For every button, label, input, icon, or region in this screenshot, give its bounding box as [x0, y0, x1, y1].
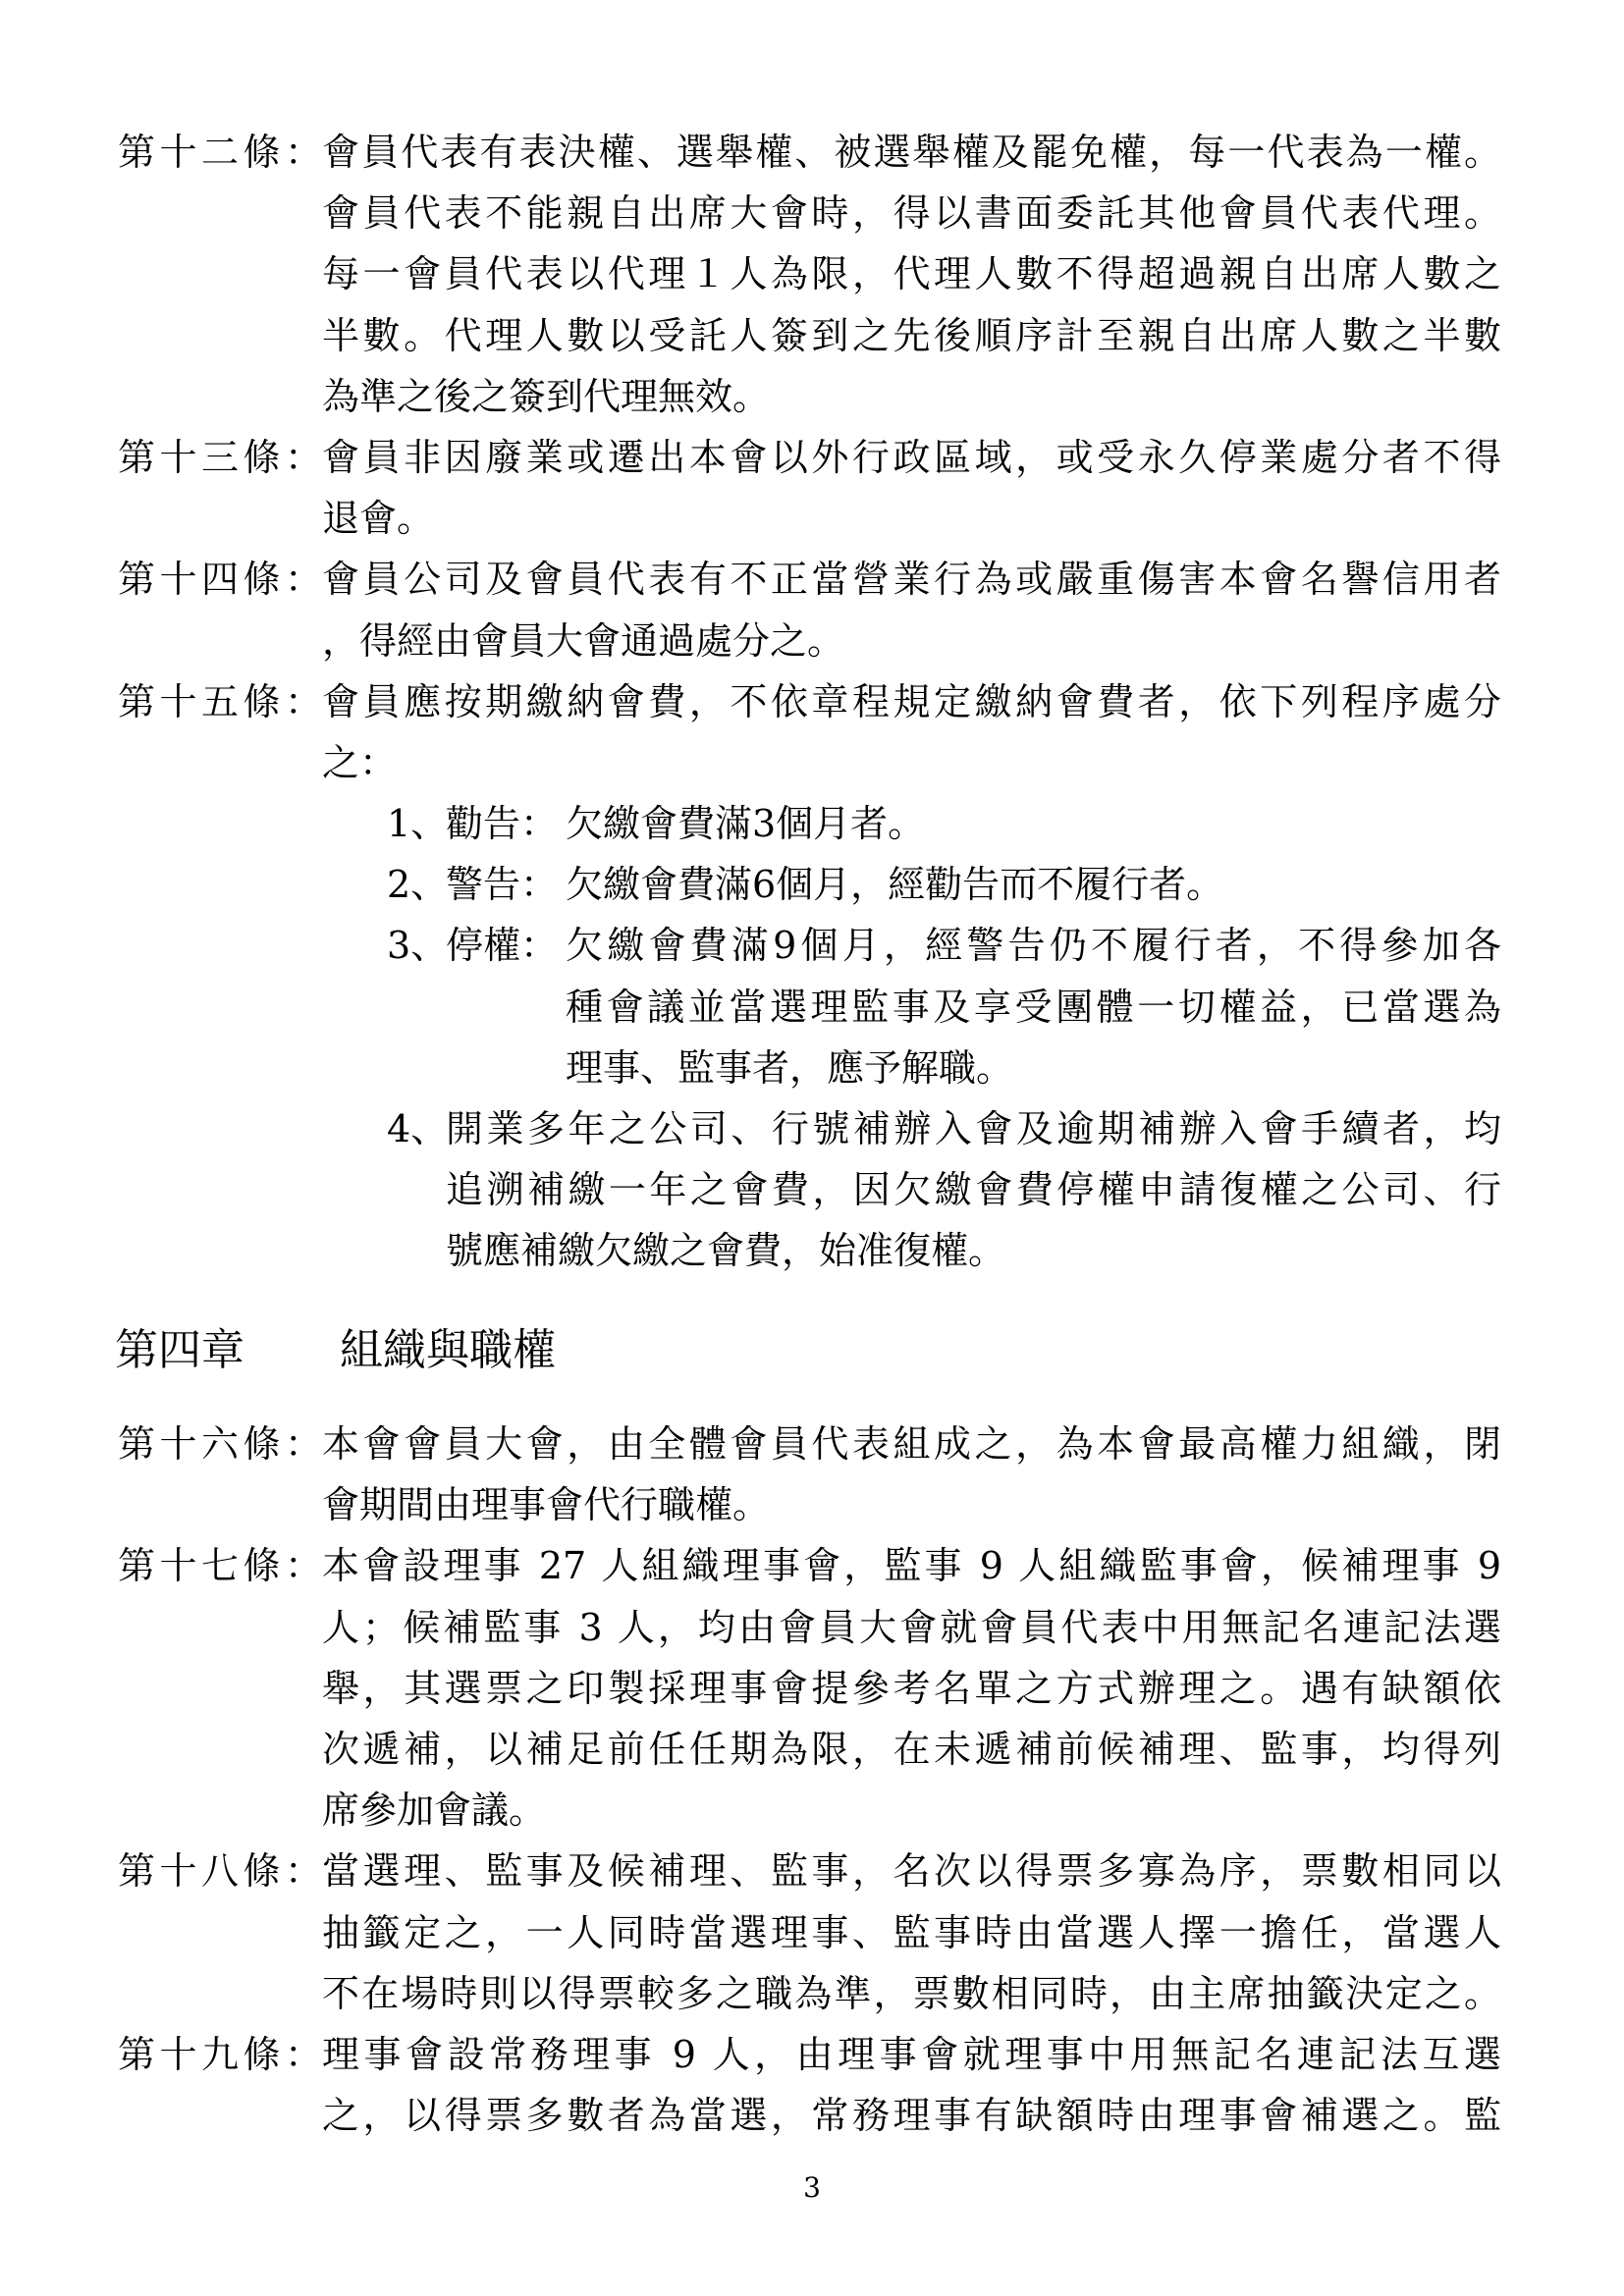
article-label: 第十八條：	[118, 1849, 322, 1894]
list-item-line: 欠繳會費滿9個月，經警告仍不履行者，不得參加各	[566, 924, 1501, 968]
article-line: 會員應按期繳納會費，不依章程規定繳納會費者，依下列程序處分	[322, 679, 1501, 723]
article-line: 會員代表有表決權、選舉權、被選舉權及罷免權，每一代表為一權。	[322, 131, 1501, 174]
article-16	[118, 1414, 1501, 1535]
article-line: 舉，其選票之印製採理事會提參考名單之方式辦理之。遇有缺額依	[322, 1666, 1501, 1710]
article-line: 會員代表不能親自出席大會時，得以書面委託其他會員代表代理。	[322, 191, 1501, 236]
chapter-title: 組織與職權	[340, 1325, 556, 1375]
article-line: 退會。	[322, 497, 435, 541]
article-line: 本會設理事 27 人組織理事會，監事 9 人組織監事會，候補理事 9	[322, 1544, 1501, 1588]
articles-section-lower	[118, 1414, 1501, 2146]
article-body	[322, 2024, 1501, 2146]
list-item	[387, 1098, 1501, 1282]
article-line: 本會會員大會，由全體會員代表組成之，為本會最高權力組織，閉	[322, 1422, 1501, 1466]
article-body	[322, 671, 1501, 1282]
articles-section-upper	[118, 122, 1501, 1282]
chapter-heading	[0, 1320, 1624, 1381]
article-label: 第十九條：	[118, 2032, 322, 2076]
penalty-list	[322, 793, 1501, 1282]
list-item	[387, 793, 1501, 854]
article-label: 第十五條：	[118, 679, 322, 723]
article-body	[322, 1535, 1501, 1841]
article-18	[118, 1841, 1501, 2024]
article-label: 第十三條：	[118, 435, 322, 479]
article-line: 抽籤定之，一人同時當選理事、監事時由當選人擇一擔任，當選人	[322, 1910, 1501, 1954]
list-item-number: 4、	[387, 1107, 449, 1150]
article-label: 第十七條：	[118, 1544, 322, 1588]
list-item-body	[566, 915, 1501, 1098]
article-line: 人；候補監事 3 人，均由會員大會就會員代表中用無記名連記法選	[322, 1605, 1501, 1649]
article-line: 會員非因廢業或遷出本會以外行政區域，或受永久停業處分者不得	[322, 435, 1501, 479]
chapter-number: 第四章	[115, 1325, 244, 1375]
article-body	[322, 122, 1501, 427]
article-line: 為準之後之簽到代理無效。	[322, 374, 771, 418]
article-line: 之：	[322, 740, 398, 784]
article-label: 第十二條：	[118, 131, 322, 174]
article-13	[118, 427, 1501, 549]
list-item-line: 欠繳會費滿3個月者。	[566, 802, 926, 846]
list-item-number: 3、	[387, 924, 449, 968]
list-item-body	[566, 854, 1501, 915]
article-line: 席參加會議。	[322, 1789, 547, 1833]
list-item-line: 號應補繳欠繳之會費，始准復權。	[446, 1229, 1006, 1273]
article-14	[118, 549, 1501, 670]
article-17	[118, 1535, 1501, 1841]
article-line: 當選理、監事及候補理、監事，名次以得票多寡為序，票數相同以	[322, 1849, 1501, 1894]
article-line: 不在場時則以得票較多之職為準，票數相同時，由主席抽籤決定之。	[322, 1971, 1501, 2015]
article-line: 每一會員代表以代理１人為限，代理人數不得超過親自出席人數之	[322, 252, 1501, 296]
article-line: 會員公司及會員代表有不正當營業行為或嚴重傷害本會名譽信用者	[322, 558, 1501, 602]
list-item-line: 開業多年之公司、行號補辦入會及逾期補辦入會手續者，均	[446, 1107, 1501, 1150]
list-item	[387, 854, 1501, 915]
list-item-body	[566, 793, 1501, 854]
article-15	[118, 671, 1501, 1282]
article-body	[322, 1841, 1501, 2024]
list-item-line: 種會議並當選理監事及享受團體一切權益，已當選為	[566, 985, 1501, 1029]
list-item-term: 停權：	[446, 924, 559, 968]
list-item-term: 警告：	[446, 863, 559, 907]
list-item-line: 理事、監事者，應予解職。	[566, 1045, 1014, 1090]
article-line: 之，以得票多數者為當選，常務理事有缺額時由理事會補選之。監	[322, 2094, 1501, 2138]
list-item-line: 追溯補繳一年之會費，因欠繳會費停權申請復權之公司、行	[446, 1168, 1501, 1212]
article-body	[322, 1414, 1501, 1535]
list-item-number: 1、	[387, 802, 449, 846]
list-item-term: 勸告：	[446, 802, 559, 846]
article-label: 第十六條：	[118, 1422, 322, 1466]
article-12	[118, 122, 1501, 427]
list-item-body	[446, 1098, 1501, 1282]
article-line: 次遞補，以補足前任任期為限，在未遞補前候補理、監事，均得列	[322, 1727, 1501, 1771]
article-line: 半數。代理人數以受託人簽到之先後順序計至親自出席人數之半數	[322, 313, 1501, 357]
list-item	[387, 915, 1501, 1098]
page-number: 3	[803, 2171, 821, 2204]
article-body	[322, 549, 1501, 670]
article-line: 理事會設常務理事 9 人，由理事會就理事中用無記名連記法互選	[322, 2032, 1501, 2076]
article-label: 第十四條：	[118, 558, 322, 602]
article-line: 會期間由理事會代行職權。	[322, 1483, 771, 1527]
article-body	[322, 427, 1501, 549]
list-item-number: 2、	[387, 863, 449, 907]
list-item-line: 欠繳會費滿6個月，經勸告而不履行者。	[566, 863, 1224, 907]
article-19	[118, 2024, 1501, 2146]
article-line: ，得經由會員大會通過處分之。	[322, 618, 845, 663]
